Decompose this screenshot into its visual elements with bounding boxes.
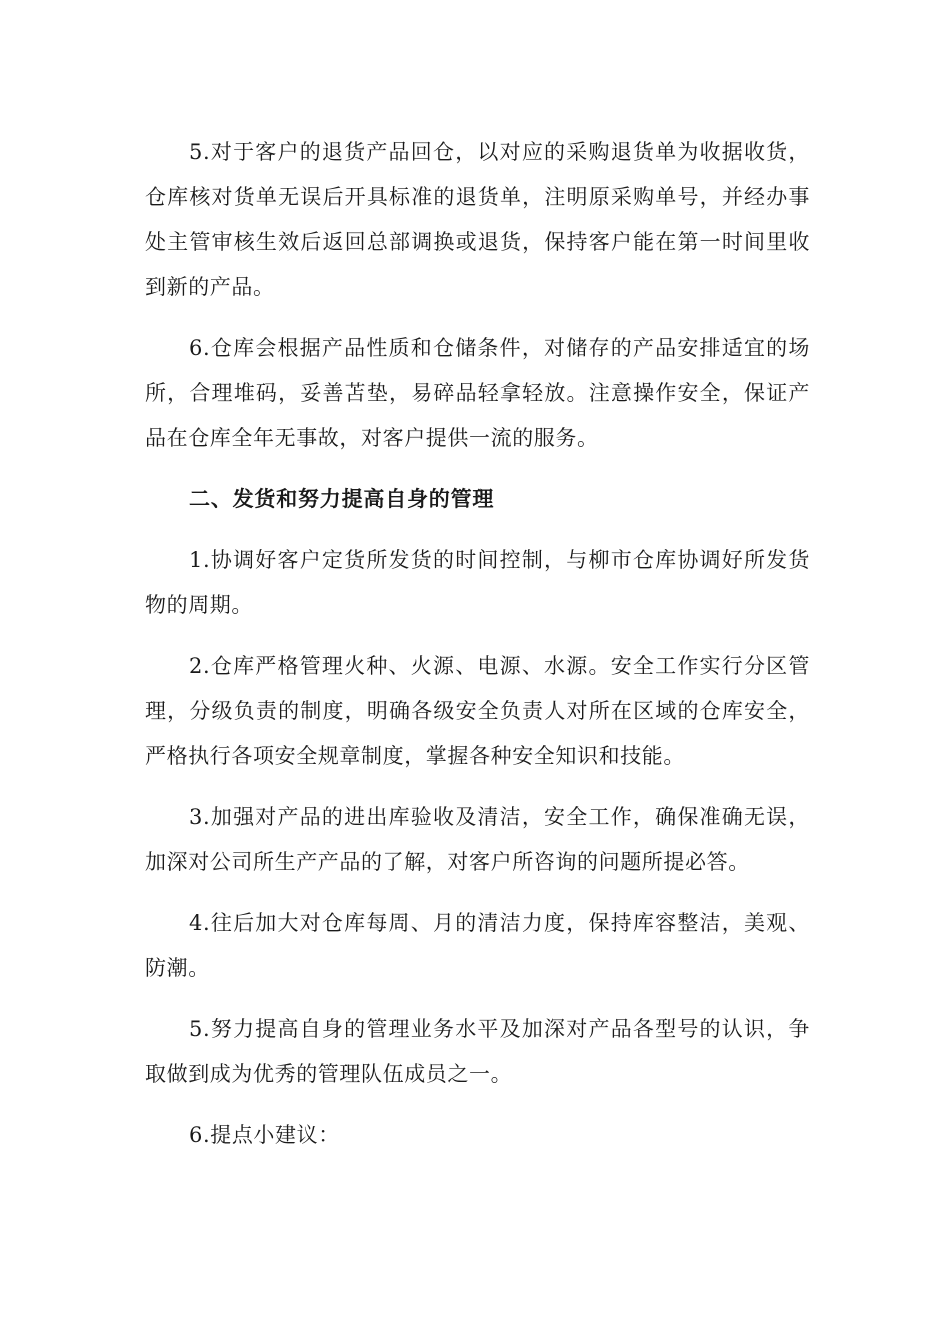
paragraph-returns: 5.对于客户的退货产品回仓，以对应的采购退货单为收据收货，仓库核对货单无误后开具标准的退货单，注明原采购单号，并经办事处主管审核生效后返回总部调换或退货，保持客户能在第一时间里收到新的产品。 xyxy=(145,140,810,299)
paragraph-self-improvement: 5.努力提高自身的管理业务水平及加深对产品各型号的认识，争取做到成为优秀的管理队伍成员之一。 xyxy=(145,1017,810,1086)
paragraph-suggestions: 6.提点小建议： xyxy=(189,1123,340,1147)
document-body xyxy=(145,130,810,1174)
paragraph-inspection: 3.加强对产品的进出库验收及清洁，安全工作，确保准确无误，加深对公司所生产产品的了解，对客户所咨询的问题所提必答。 xyxy=(145,805,810,874)
paragraph-delivery-timing: 1.协调好客户定货所发货的时间控制，与柳市仓库协调好所发货物的周期。 xyxy=(145,548,810,617)
paragraph-cleaning: 4.往后加大对仓库每周、月的清洁力度，保持库容整洁，美观、防潮。 xyxy=(145,911,810,980)
paragraph-fire-safety: 2.仓库严格管理火种、火源、电源、水源。安全工作实行分区管理，分级负责的制度，明确各级安全负责人对所在区域的仓库安全，严格执行各项安全规章制度，掌握各种安全知识和技能。 xyxy=(145,654,810,768)
section-heading: 二、发货和努力提高自身的管理 xyxy=(189,487,495,511)
paragraph-storage: 6.仓库会根据产品性质和仓储条件，对储存的产品安排适宜的场所，合理堆码，妥善苫垫，易碎品轻拿轻放。注意操作安全，保证产品在仓库全年无事故，对客户提供一流的服务。 xyxy=(145,336,810,450)
